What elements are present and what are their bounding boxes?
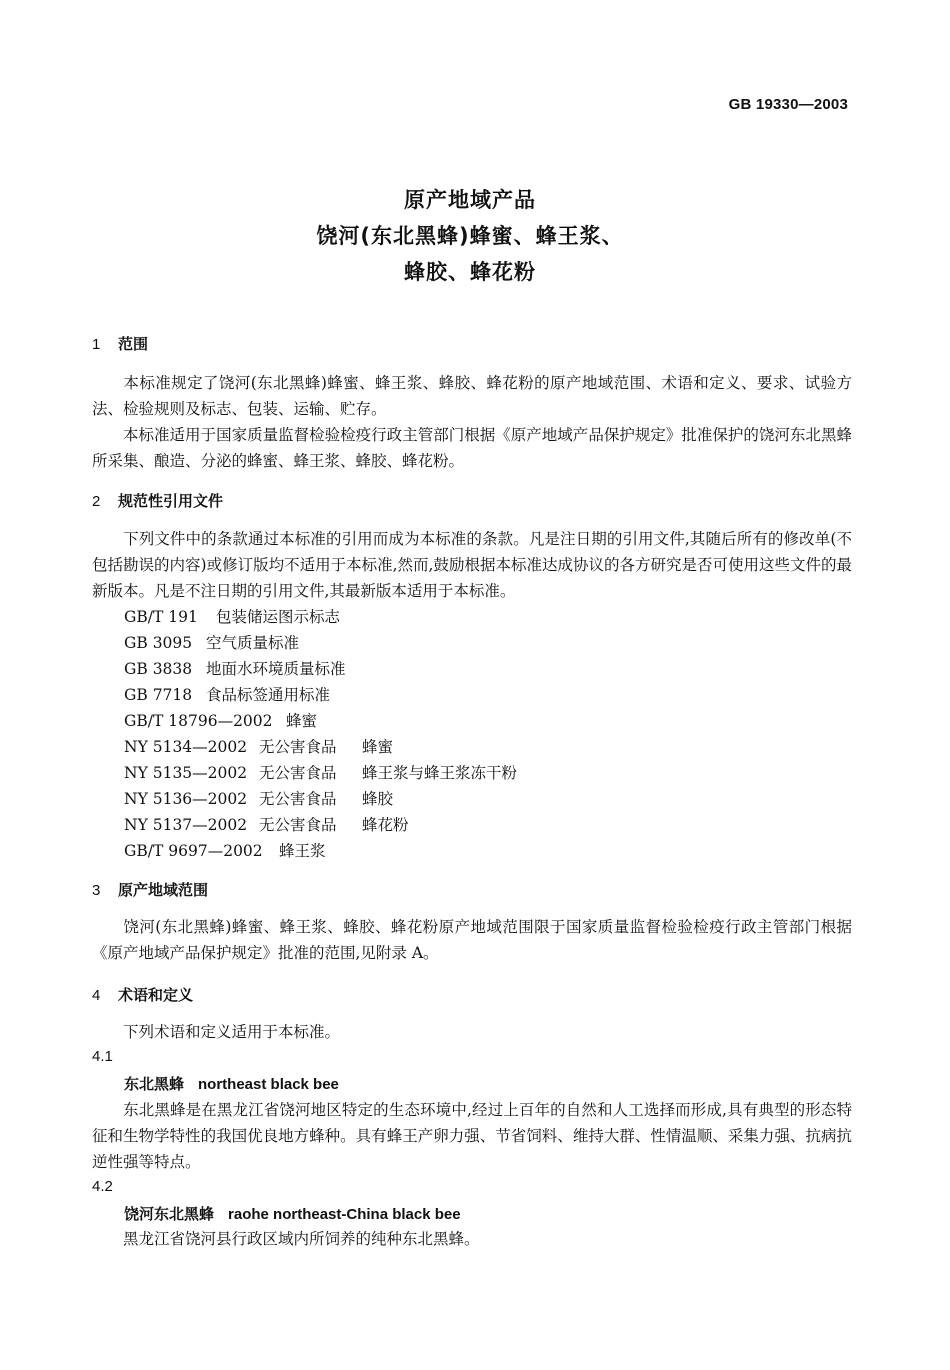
ref-subtitle: 蜂王浆与蜂王浆冻干粉 bbox=[362, 764, 518, 782]
title-line-2: 饶河(东北黑蜂)蜂蜜、蜂王浆、 bbox=[316, 224, 624, 248]
ref-title: 地面水环境质量标准 bbox=[206, 660, 346, 678]
term-chinese: 东北黑蜂 bbox=[124, 1075, 185, 1093]
section-number: 3 bbox=[92, 882, 101, 899]
ref-code: GB/T 9697—2002 bbox=[124, 842, 263, 860]
reference-item bbox=[124, 631, 299, 653]
term-4-1-definition: 东北黑蜂是在黑龙江省饶河地区特定的生态环境中,经过上百年的自然和人工选择而形成,具有典型的形态特征和生物学特性的我国优良地方蜂种。具有蜂王产卵力强、节省饲料、维持大群、性情温顺、采集力强、抗病抗逆性强等特点。 bbox=[92, 1101, 852, 1171]
section-2-heading bbox=[92, 490, 223, 511]
title-line-3: 蜂胶、蜂花粉 bbox=[404, 260, 536, 284]
section-3-heading bbox=[92, 879, 208, 900]
reference-item bbox=[124, 813, 409, 835]
ref-title: 空气质量标准 bbox=[206, 634, 300, 652]
ref-subtitle: 蜂蜜 bbox=[362, 738, 394, 756]
reference-item bbox=[124, 683, 330, 705]
section-number: 2 bbox=[92, 493, 101, 510]
section-4-paragraph-1: 下列术语和定义适用于本标准。 bbox=[123, 1023, 341, 1041]
section-number: 1 bbox=[92, 336, 101, 353]
title-line-1: 原产地域产品 bbox=[404, 188, 536, 212]
section-title: 原产地域范围 bbox=[118, 881, 209, 899]
standard-code: GB 19330—2003 bbox=[728, 96, 848, 113]
term-4-2-number: 4.2 bbox=[92, 1178, 113, 1195]
reference-item bbox=[124, 657, 346, 679]
term-english: northeast black bee bbox=[198, 1076, 339, 1093]
reference-item bbox=[124, 761, 517, 783]
term-4-2-definition: 黑龙江省饶河县行政区域内所饲养的纯种东北黑蜂。 bbox=[123, 1230, 480, 1248]
section-2-paragraph-1: 下列文件中的条款通过本标准的引用而成为本标准的条款。凡是注日期的引用文件,其随后所有的修改单(不包括勘误的内容)或修订版均不适用于本标准,然而,鼓励根据本标准达成协议的各方研究是否可使用这些文件的最新版本。凡是不注日期的引用文件,其最新版本适用于本标准。 bbox=[92, 530, 852, 600]
section-1-paragraph-2: 本标准适用于国家质量监督检验检疫行政主管部门根据《原产地域产品保护规定》批准保护的饶河东北黑蜂所采集、酿造、分泌的蜂蜜、蜂王浆、蜂胶、蜂花粉。 bbox=[92, 426, 852, 470]
ref-code: NY 5136—2002 bbox=[124, 790, 248, 808]
term-english: raohe northeast-China black bee bbox=[228, 1206, 461, 1223]
reference-item bbox=[124, 735, 393, 757]
section-title: 术语和定义 bbox=[118, 986, 194, 1004]
term-4-2 bbox=[124, 1203, 461, 1224]
section-1-paragraph-1: 本标准规定了饶河(东北黑蜂)蜂蜜、蜂王浆、蜂胶、蜂花粉的原产地域范围、术语和定义、要求、试验方法、检验规则及标志、包装、运输、贮存。 bbox=[92, 374, 852, 418]
ref-title: 蜂王浆 bbox=[279, 842, 326, 860]
ref-code: GB/T 18796—2002 bbox=[124, 712, 273, 730]
ref-title: 蜂蜜 bbox=[286, 712, 318, 730]
ref-code: GB/T 191 bbox=[124, 608, 198, 626]
section-3-paragraph-1: 饶河(东北黑蜂)蜂蜜、蜂王浆、蜂胶、蜂花粉原产地域范围限于国家质量监督检验检疫行政主管部门根据《原产地域产品保护规定》批准的范围,见附录 A。 bbox=[92, 918, 852, 962]
term-4-1-number: 4.1 bbox=[92, 1048, 113, 1065]
ref-title: 无公害食品 bbox=[259, 738, 337, 756]
ref-subtitle: 蜂花粉 bbox=[362, 816, 409, 834]
ref-code: GB 7718 bbox=[124, 686, 193, 704]
ref-title: 无公害食品 bbox=[259, 816, 337, 834]
reference-item bbox=[124, 605, 340, 627]
reference-item bbox=[124, 787, 393, 809]
section-4-heading bbox=[92, 984, 193, 1005]
ref-code: NY 5134—2002 bbox=[124, 738, 248, 756]
ref-subtitle: 蜂胶 bbox=[362, 790, 394, 808]
ref-code: GB 3095 bbox=[124, 634, 193, 652]
section-title: 范围 bbox=[118, 335, 149, 353]
term-chinese: 饶河东北黑蜂 bbox=[124, 1205, 215, 1223]
ref-code: GB 3838 bbox=[124, 660, 193, 678]
ref-title: 食品标签通用标准 bbox=[206, 686, 331, 704]
ref-code: NY 5135—2002 bbox=[124, 764, 248, 782]
ref-title: 包装储运图示标志 bbox=[216, 608, 341, 626]
section-number: 4 bbox=[92, 987, 101, 1004]
section-1-heading bbox=[92, 333, 148, 354]
reference-item bbox=[124, 839, 326, 861]
ref-title: 无公害食品 bbox=[259, 790, 337, 808]
section-title: 规范性引用文件 bbox=[118, 492, 224, 510]
ref-code: NY 5137—2002 bbox=[124, 816, 248, 834]
term-4-1 bbox=[124, 1073, 339, 1094]
reference-item bbox=[124, 709, 317, 731]
ref-title: 无公害食品 bbox=[259, 764, 337, 782]
